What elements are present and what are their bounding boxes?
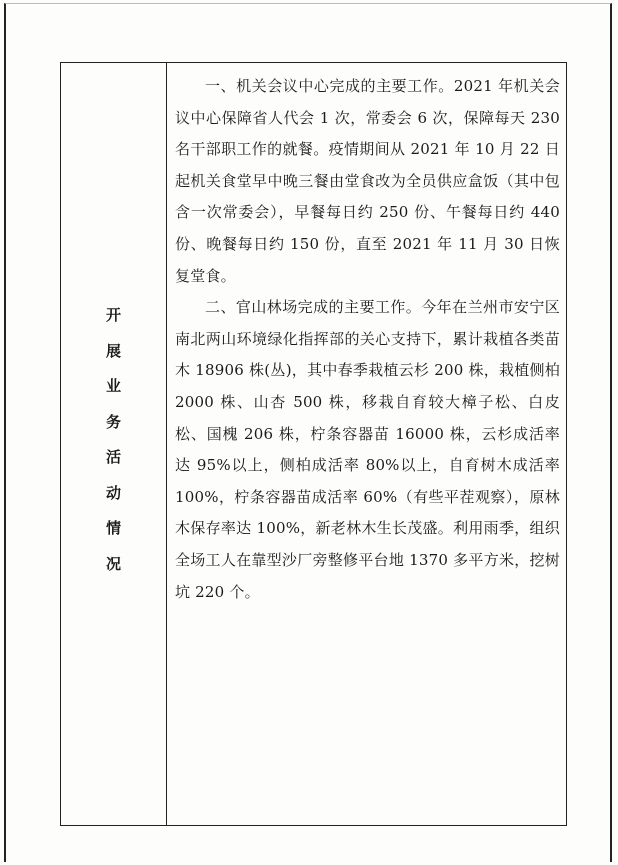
section-label-char: 务 bbox=[105, 412, 121, 431]
section-label-char: 情 bbox=[105, 519, 121, 537]
activity-form-table bbox=[60, 62, 567, 826]
section-label-char: 活 bbox=[105, 448, 121, 466]
section-label-char: 业 bbox=[105, 377, 121, 395]
section-label-cell bbox=[61, 63, 166, 825]
paragraph-forest-farm: 二、官山林场完成的主要工作。今年在兰州市安宁区南北两山环境绿化指挥部的关心支持下，累计栽植各类苗木 18906 株(丛)，其中春季栽植云杉 200 株，栽植侧柏 2000 株、山杏 500 株，移栽自育较大樟子松、白皮松、国槐 206 株，柠条容器苗 16000 株，云杉成活率达 95%以上，侧柏成活率 80%以上，自育树木成活率 100%，柠条容器苗成活率 60%（有些平茬观察），原林木保存率达 100%，新老林木生长茂盛。利用雨季，组织全场工人在靠型沙厂旁整修平台地 1370 多平方米，挖树坑 220 个。 bbox=[175, 298, 560, 601]
section-label-char: 动 bbox=[105, 483, 121, 502]
section-label bbox=[61, 308, 166, 592]
paragraph-meeting-center: 一、机关会议中心完成的主要工作。2021 年机关会议中心保障省人代会 1 次，常委会 6 次，保障每天 230 名干部职工作的就餐。疫情期间从 2021 年 10 月 22 日起机关食堂早中晚三餐由堂食改为全员供应盒饭（其中包含一次常委会），早餐每日约 250 份、午餐每日约 440 份、晚餐每日约 150 份，直至 2021 年 11 月 30 日恢复堂食。 bbox=[175, 77, 560, 285]
column-divider bbox=[166, 63, 167, 825]
section-label-char: 展 bbox=[105, 341, 121, 360]
section-label-char: 况 bbox=[105, 554, 121, 573]
section-label-char: 开 bbox=[105, 306, 121, 324]
content-cell bbox=[175, 71, 560, 608]
